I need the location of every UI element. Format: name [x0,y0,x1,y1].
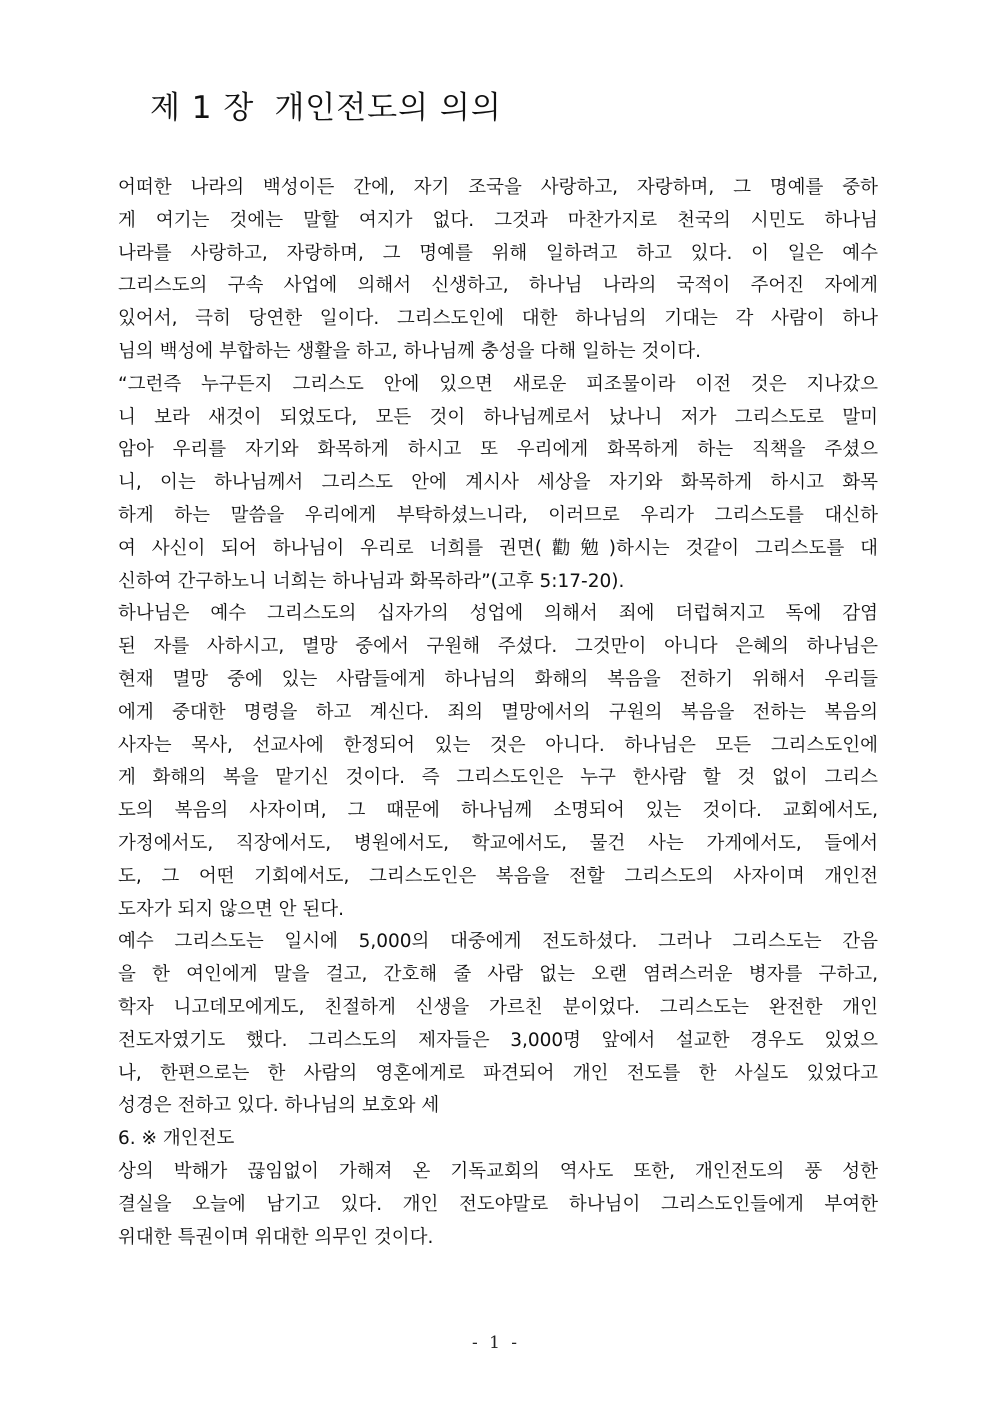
text-line: 성경은 전하고 있다. 하나님의 보호와 세 [118,1095,440,1117]
text-line: 학자 니고데모에게도, 친절하게 신생을 가르친 분이었다. 그리스도는 완전한 개인 [118,996,878,1018]
chapter-title [150,86,502,130]
text-line: 어떠한 나라의 백성이든 간에, 자기 조국을 사랑하고, 자랑하며, 그 명예를 중하 [118,177,878,198]
text-line: 현재 멸망 중에 있는 사람들에게 하나님의 화해의 복음을 전하기 위해서 우리들 [118,668,878,690]
text-line: 하게 하는 말씀을 우리에게 부탁하셨느니라, 이러므로 우리가 그리스도를 대신하 [118,504,878,526]
text-line: 가정에서도, 직장에서도, 병원에서도, 학교에서도, 물건 사는 가게에서도, 들에서 [118,832,878,854]
text-line: 예수 그리스도는 일시에 5,000의 대중에게 전도하셨다. 그러나 그리스도는 간음 [118,931,878,953]
text-line: 게 화해의 복을 맡기신 것이다. 즉 그리스도인은 누구 한사람 할 것 없이 그리스 [118,767,878,789]
text-line: 위대한 특권이며 위대한 의무인 것이다. [118,1226,434,1248]
text-line: “그런즉 누구든지 그리스도 안에 있으면 새로운 피조물이라 이전 것은 지나갔으 [118,373,878,395]
text-line: 신하여 간구하노니 너희는 하나님과 화목하라”(고후 5:17-20). [118,570,625,592]
text-line: 하나님은 예수 그리스도의 십자가의 성업에 의해서 죄에 더럽혀지고 독에 감염 [118,603,878,625]
text-line: 니 보라 새것이 되었도다, 모든 것이 하나님께로서 났나니 저가 그리스도로 말미 [118,406,878,428]
text-line: 사자는 목사, 선교사에 한정되어 있는 것은 아니다. 하나님은 모든 그리스도인에 [118,734,878,756]
page-number: - 1 - [471,1333,521,1353]
chapter-number-label: 제 1 장 [150,90,255,126]
text-line: 게 여기는 것에는 말할 여지가 없다. 그것과 마찬가지로 천국의 시민도 하나님 [118,209,878,231]
text-line: 도, 그 어떤 기회에서도, 그리스도인은 복음을 전할 그리스도의 사자이며 개인전 [118,865,878,887]
text-line: 된 자를 사하시고, 멸망 중에서 구원해 주셨다. 그것만이 아니다 은혜의 하나님은 [118,636,878,658]
text-line: 상의 박해가 끊임없이 가해져 온 기독교회의 역사도 또한, 개인전도의 풍 성한 [118,1160,878,1182]
text-line: 그리스도의 구속 사업에 의해서 신생하고, 하나님 나라의 국적이 주어진 자에게 [118,275,878,297]
body-text [118,172,878,1254]
text-line: 결실을 오늘에 남기고 있다. 개인 전도야말로 하나님이 그리스도인들에게 부여한 [118,1193,878,1215]
text-line: 6. ※ 개인전도 [118,1128,235,1150]
text-line: 여 사신이 되어 하나님이 우리로 너희를 권면(勸勉)하시는 것같이 그리스도를 대 [118,537,878,559]
chapter-title-text: 개인전도의 의의 [274,90,502,126]
text-line: 전도자였기도 했다. 그리스도의 제자들은 3,000명 앞에서 설교한 경우도 있었으 [118,1029,878,1051]
text-line: 도자가 되지 않으면 안 된다. [118,898,344,920]
text-line: 니, 이는 하나님께서 그리스도 안에 계시사 세상을 자기와 화목하게 하시고 화목 [118,472,878,494]
text-line: 나라를 사랑하고, 자랑하며, 그 명예를 위해 일하려고 하고 있다. 이 일은 예수 [118,242,878,264]
text-line: 도의 복음의 사자이며, 그 때문에 하나님께 소명되어 있는 것이다. 교회에서도, [118,800,878,822]
text-line: 님의 백성에 부합하는 생활을 하고, 하나님께 충성을 다해 일하는 것이다. [118,340,701,362]
text-line: 에게 중대한 명령을 하고 계신다. 죄의 멸망에서의 구원의 복음을 전하는 복음의 [118,701,878,723]
text-line: 나, 한편으로는 한 사람의 영혼에게로 파견되어 개인 전도를 한 사실도 있었다고 [118,1062,878,1084]
text-line: 있어서, 극히 당연한 일이다. 그리스도인에 대한 하나님의 기대는 각 사람이 하나 [118,308,878,330]
text-line: 암아 우리를 자기와 화목하게 하시고 또 우리에게 화목하게 하는 직책을 주셨으 [118,439,878,461]
text-line: 을 한 여인에게 말을 걸고, 간호해 줄 사람 없는 오랜 염려스러운 병자를 구하고, [118,964,878,986]
